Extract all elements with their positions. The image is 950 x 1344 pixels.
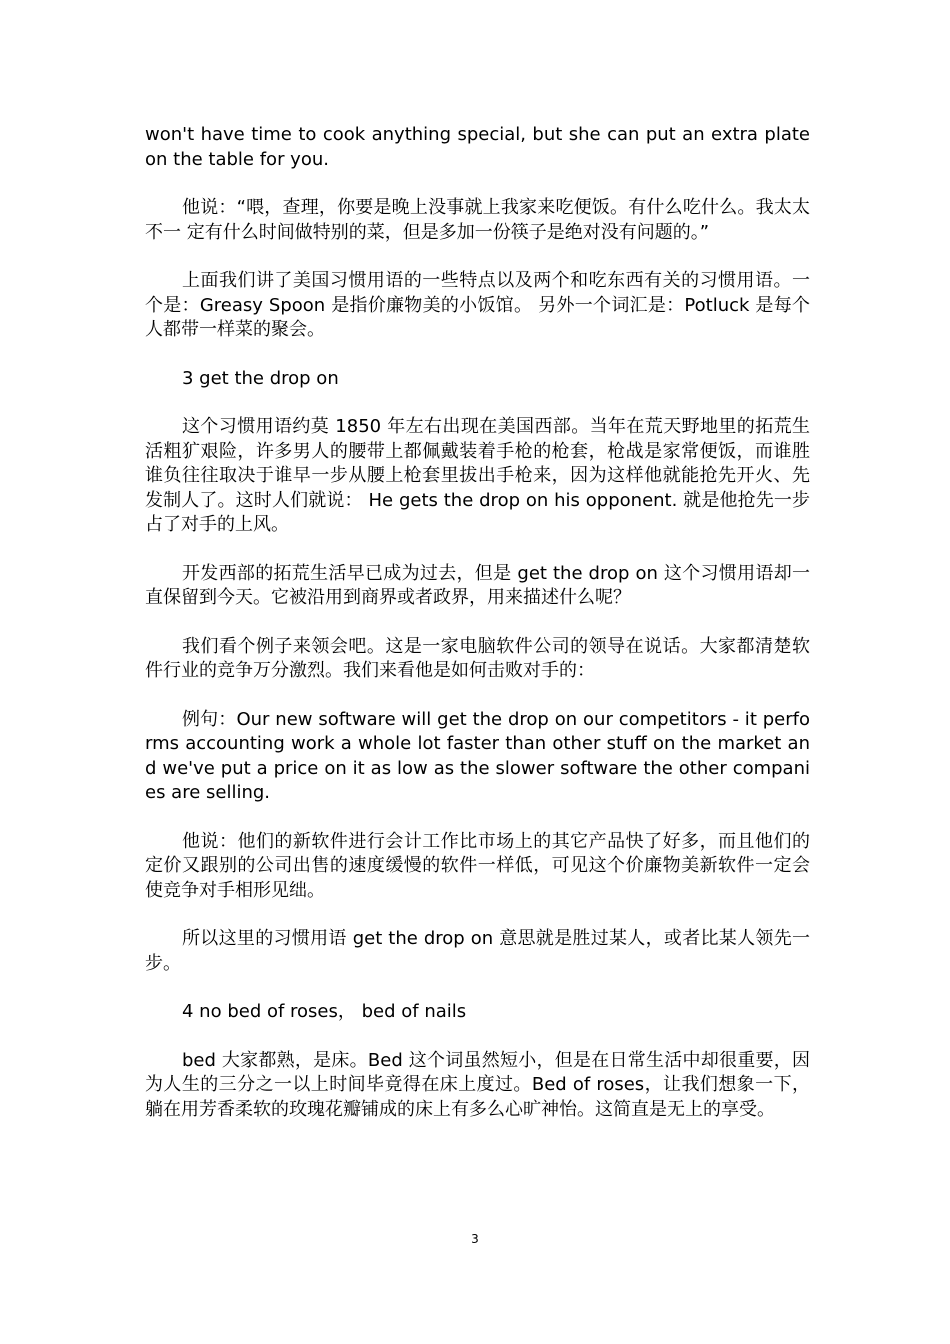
paragraph-origin: 这个习惯用语约莫 1850 年左右出现在美国西部。当年在荒天野地里的拓荒生活粗犷艰险，许多男人的腰带上都佩戴装着手枪的枪套，枪战是家常便饭，而谁胜谁负往往取决于谁早一步从腰上枪套里拔出手枪来，因为这样他就能抢先开火、先发制人了。这时人们就说： He gets the drop on his opponent. 就是他抢先一步占了对手的上风。 <box>145 416 810 535</box>
section-heading-get-the-drop-on: 3 get the drop on <box>182 367 339 389</box>
paragraph-example-intro: 我们看个例子来领会吧。这是一家电脑软件公司的领导在说话。大家都清楚软件行业的竞争万分激烈。我们来看他是如何击败对手的： <box>145 635 810 681</box>
section-heading-bed-of-roses: 4 no bed of roses， bed of nails <box>182 1001 467 1022</box>
paragraph-continued: won't have time to cook anything special, but she can put an extra plate on the table for you. <box>145 124 810 170</box>
paragraph-example-sentence: 例句：Our new software will get the drop on our competitors - it performs accounting work a whole lot faster than other stuff on the market and we've put a price on it as low as the slower software the other companies are selling. <box>145 708 810 803</box>
paragraph-meaning: 所以这里的习惯用语 get the drop on 意思就是胜过某人，或者比某人领先一步。 <box>145 928 810 974</box>
paragraph-bed-intro: bed 大家都熟，是床。Bed 这个词虽然短小，但是在日常生活中却很重要，因为人生的三分之一以上时间毕竟得在床上度过。Bed of roses，让我们想象一下，躺在用芳香柔软的玫瑰花瓣铺成的床上有多么心旷神怡。这简直是无上的享受。 <box>145 1049 810 1120</box>
page-body <box>145 123 810 1146</box>
paragraph-summary: 上面我们讲了美国习惯用语的一些特点以及两个和吃东西有关的习惯用语。一个是：Greasy Spoon 是指价廉物美的小饭馆。 另外一个词汇是：Potluck 是每个人都带一样菜的聚会。 <box>145 270 810 340</box>
paragraph-modern-usage: 开发西部的拓荒生活早已成为过去，但是 get the drop on 这个习惯用语却一直保留到今天。它被沿用到商界或者政界，用来描述什么呢？ <box>145 562 810 608</box>
paragraph-dialogue-translation: 他说：“喂，查理，你要是晚上没事就上我家来吃便饭。有什么吃什么。我太太不一 定有什么时间做特别的菜，但是多加一份筷子是绝对没有问题的。” <box>145 197 810 243</box>
page-number: 3 <box>471 1232 479 1246</box>
paragraph-example-translation: 他说：他们的新软件进行会计工作比市场上的其它产品快了好多，而且他们的定价又跟别的公司出售的速度缓慢的软件一样低，可见这个价廉物美新软件一定会使竞争对手相形见绌。 <box>145 830 810 901</box>
